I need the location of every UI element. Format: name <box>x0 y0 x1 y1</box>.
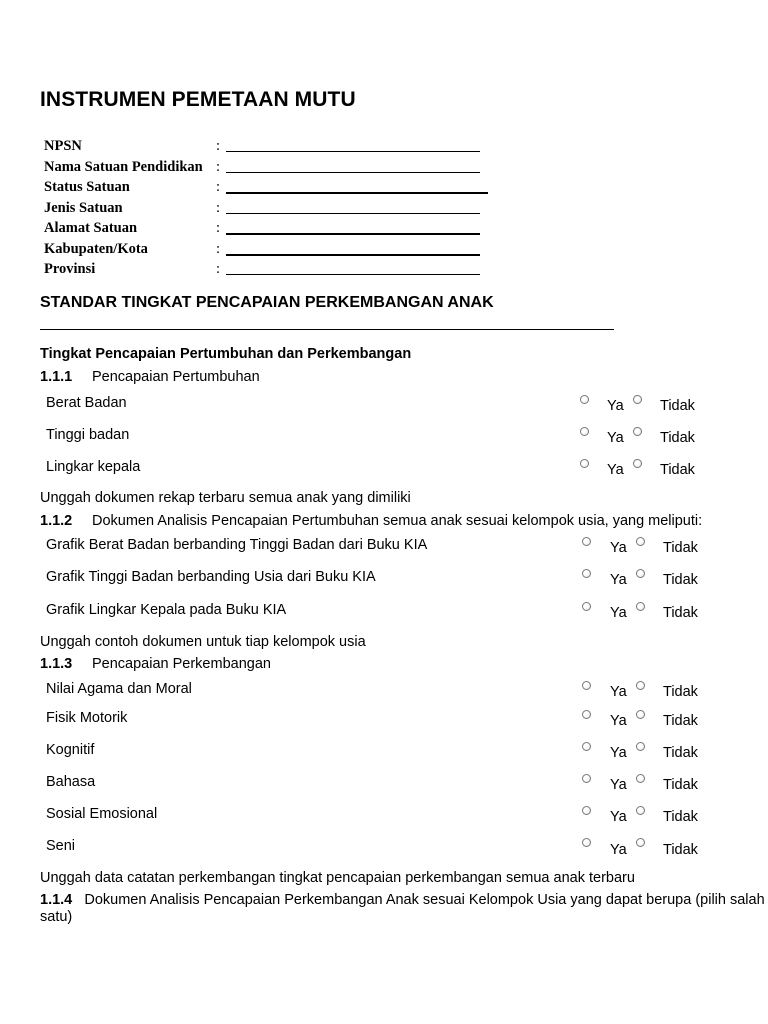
identity-label: Status Satuan <box>44 179 130 195</box>
option-ya-label: Ya <box>610 713 627 729</box>
radio-ya[interactable] <box>582 537 591 546</box>
radio-ya[interactable] <box>582 681 591 690</box>
radio-ya[interactable] <box>582 806 591 815</box>
option-tidak-label: Tidak <box>663 713 698 729</box>
option-tidak-label: Tidak <box>660 462 695 478</box>
identity-colon: : <box>216 138 221 154</box>
criterion-label: Grafik Berat Badan berbanding Tinggi Badan dari Buku KIA <box>46 537 428 553</box>
criterion-label: Fisik Motorik <box>46 710 128 726</box>
criterion-label: Sosial Emosional <box>46 806 158 822</box>
radio-ya[interactable] <box>582 742 591 751</box>
radio-tidak[interactable] <box>636 569 645 578</box>
radio-tidak[interactable] <box>636 710 645 719</box>
radio-tidak[interactable] <box>636 806 645 815</box>
identity-fill-line[interactable] <box>226 192 488 194</box>
identity-fill-line[interactable] <box>226 172 480 173</box>
option-tidak-label: Tidak <box>663 809 698 825</box>
radio-tidak[interactable] <box>636 602 645 611</box>
item-title: Pencapaian Perkembangan <box>92 656 271 672</box>
identity-fill-line[interactable] <box>226 254 480 256</box>
radio-ya[interactable] <box>582 569 591 578</box>
option-tidak-label: Tidak <box>663 572 698 588</box>
criterion-label: Tinggi badan <box>46 427 130 443</box>
identity-colon: : <box>216 220 221 236</box>
radio-tidak[interactable] <box>636 774 645 783</box>
identity-label: Alamat Satuan <box>44 220 138 236</box>
radio-ya[interactable] <box>580 459 589 468</box>
radio-ya[interactable] <box>582 838 591 847</box>
radio-ya[interactable] <box>580 395 589 404</box>
identity-fill-line[interactable] <box>226 274 480 275</box>
identity-label: Jenis Satuan <box>44 199 123 216</box>
item-number: 1.1.1 <box>40 369 73 385</box>
criterion-label: Grafik Lingkar Kepala pada Buku KIA <box>46 602 287 618</box>
option-ya-label: Ya <box>607 430 624 446</box>
option-tidak-label: Tidak <box>660 398 695 414</box>
criterion-label: Kognitif <box>46 742 95 758</box>
radio-ya[interactable] <box>582 602 591 611</box>
radio-tidak[interactable] <box>636 537 645 546</box>
subsection-title: Tingkat Pencapaian Pertumbuhan dan Perkembangan <box>40 346 412 362</box>
section-divider <box>40 329 614 330</box>
identity-fill-line[interactable] <box>226 213 480 214</box>
identity-label: NPSN <box>44 138 82 154</box>
option-tidak-label: Tidak <box>660 430 695 446</box>
radio-ya[interactable] <box>580 427 589 436</box>
item-title: Pencapaian Pertumbuhan <box>92 369 260 385</box>
option-tidak-label: Tidak <box>663 684 698 700</box>
item-1-1-4 <box>40 892 768 926</box>
option-ya-label: Ya <box>610 842 627 858</box>
option-ya-label: Ya <box>610 540 627 556</box>
upload-note: Unggah dokumen rekap terbaru semua anak yang dimiliki <box>40 490 411 506</box>
option-ya-label: Ya <box>610 684 627 700</box>
radio-tidak[interactable] <box>633 427 642 436</box>
item-title: Dokumen Analisis Pencapaian Pertumbuhan semua anak sesuai kelompok usia, yang meliputi: <box>92 513 703 529</box>
radio-tidak[interactable] <box>636 681 645 690</box>
criterion-label: Nilai Agama dan Moral <box>46 681 192 697</box>
criterion-label: Berat Badan <box>46 395 127 411</box>
item-number: 1.1.3 <box>40 656 73 672</box>
section-title: STANDAR TINGKAT PENCAPAIAN PERKEMBANGAN ANAK <box>40 294 494 311</box>
identity-label: Provinsi <box>44 261 96 277</box>
upload-note: Unggah contoh dokumen untuk tiap kelompok usia <box>40 634 366 650</box>
criterion-label: Lingkar kepala <box>46 459 141 475</box>
radio-tidak[interactable] <box>633 459 642 468</box>
identity-fill-line[interactable] <box>226 151 480 152</box>
criterion-label: Grafik Tinggi Badan berbanding Usia dari Buku KIA <box>46 569 376 585</box>
option-ya-label: Ya <box>610 605 627 621</box>
option-ya-label: Ya <box>607 398 624 414</box>
item-title: Dokumen Analisis Pencapaian Perkembangan Anak sesuai Kelompok Usia yang dapat berupa (pilih salah satu) <box>40 892 765 925</box>
criterion-label: Bahasa <box>46 774 96 790</box>
criterion-label: Seni <box>46 838 76 854</box>
identity-colon: : <box>216 199 221 216</box>
identity-label: Nama Satuan Pendidikan <box>44 158 203 175</box>
option-ya-label: Ya <box>610 745 627 761</box>
option-tidak-label: Tidak <box>663 605 698 621</box>
option-ya-label: Ya <box>610 777 627 793</box>
option-tidak-label: Tidak <box>663 777 698 793</box>
identity-colon: : <box>216 261 221 277</box>
radio-tidak[interactable] <box>633 395 642 404</box>
radio-ya[interactable] <box>582 710 591 719</box>
option-tidak-label: Tidak <box>663 540 698 556</box>
option-tidak-label: Tidak <box>663 842 698 858</box>
identity-colon: : <box>216 240 221 257</box>
option-ya-label: Ya <box>607 462 624 478</box>
option-ya-label: Ya <box>610 809 627 825</box>
radio-tidak[interactable] <box>636 838 645 847</box>
item-number: 1.1.2 <box>40 513 73 529</box>
radio-tidak[interactable] <box>636 742 645 751</box>
option-ya-label: Ya <box>610 572 627 588</box>
option-tidak-label: Tidak <box>663 745 698 761</box>
identity-colon: : <box>216 179 221 195</box>
upload-note: Unggah data catatan perkembangan tingkat pencapaian perkembangan semua anak terbaru <box>40 870 635 886</box>
identity-fill-line[interactable] <box>226 233 480 235</box>
page-title: INSTRUMEN PEMETAAN MUTU <box>40 88 356 111</box>
identity-colon: : <box>216 158 221 175</box>
identity-label: Kabupaten/Kota <box>44 240 148 257</box>
radio-ya[interactable] <box>582 774 591 783</box>
item-number: 1.1.4 <box>40 892 73 908</box>
